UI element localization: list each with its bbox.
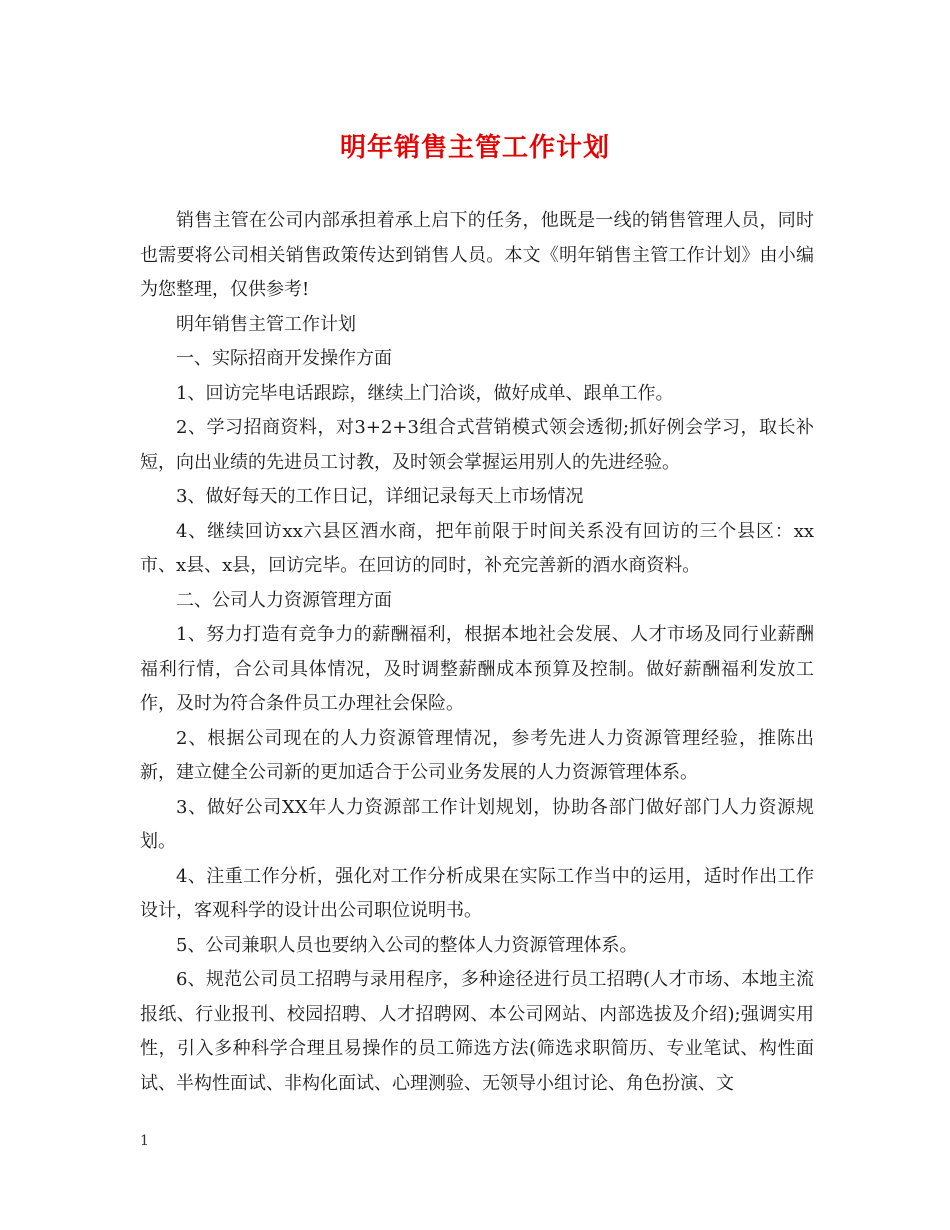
paragraph: 3、做好每天的工作日记，详细记录每天上市场情况 <box>176 486 584 507</box>
paragraph-subtitle: 明年销售主管工作计划 <box>176 313 356 335</box>
paragraph: 4、注重工作分析，强化对工作分析成果在实际工作当中的运用，适时作出工作设计，客观科学的设计出公司职位说明书。 <box>140 865 814 921</box>
paragraph: 5、公司兼职人员也要纳入公司的整体人力资源管理体系。 <box>176 934 638 956</box>
section-heading-1: 一、实际招商开发操作方面 <box>176 348 392 369</box>
page-number: 1 <box>140 1133 149 1149</box>
paragraph: 6、规范公司员工招聘与录用程序，多种途径进行员工招聘(人才市场、本地主流报纸、行业报刊、校园招聘、人才招聘网、本公司网站、内部选拔及介绍);强调实用性，引入多种科学合理且易操作的员工筛选方法(筛选求职简历、专业笔试、构性面试、半构性面试、非构化面试、心理测验、无领导小组讨论、角色扮演、文 <box>140 969 814 1094</box>
document-title: 明年销售主管工作计划 <box>339 133 610 163</box>
paragraph: 1、努力打造有竞争力的薪酬福利，根据本地社会发展、人才市场及同行业薪酬福利行情，合公司具体情况，及时调整薪酬成本预算及控制。做好薪酬福利发放工作，及时为符合条件员工办理社会保险。 <box>140 624 814 714</box>
paragraph: 3、做好公司XX年人力资源部工作计划规划，协助各部门做好部门人力资源规划。 <box>140 796 814 852</box>
document-body <box>140 204 814 1101</box>
paragraph: 4、继续回访xx六县区酒水商，把年前限于时间关系没有回访的三个县区：xx市、x县、x县，回访完毕。在回访的同时，补充完善新的酒水商资料。 <box>140 520 814 576</box>
paragraph-intro: 销售主管在公司内部承担着承上启下的任务，他既是一线的销售管理人员，同时也需要将公司相关销售政策传达到销售人员。本文《明年销售主管工作计划》由小编为您整理，仅供参考! <box>140 210 814 300</box>
section-heading-2: 二、公司人力资源管理方面 <box>176 589 392 611</box>
paragraph: 2、学习招商资料，对3+2+3组合式营销模式领会透彻;抓好例会学习，取长补短，向出业绩的先进员工讨教，及时领会掌握运用别人的先进经验。 <box>140 417 814 473</box>
paragraph: 1、回访完毕电话跟踪，继续上门洽谈，做好成单、跟单工作。 <box>176 382 674 404</box>
paragraph: 2、根据公司现在的人力资源管理情况，参考先进人力资源管理经验，推陈出新，建立健全公司新的更加适合于公司业务发展的人力资源管理体系。 <box>140 727 814 783</box>
